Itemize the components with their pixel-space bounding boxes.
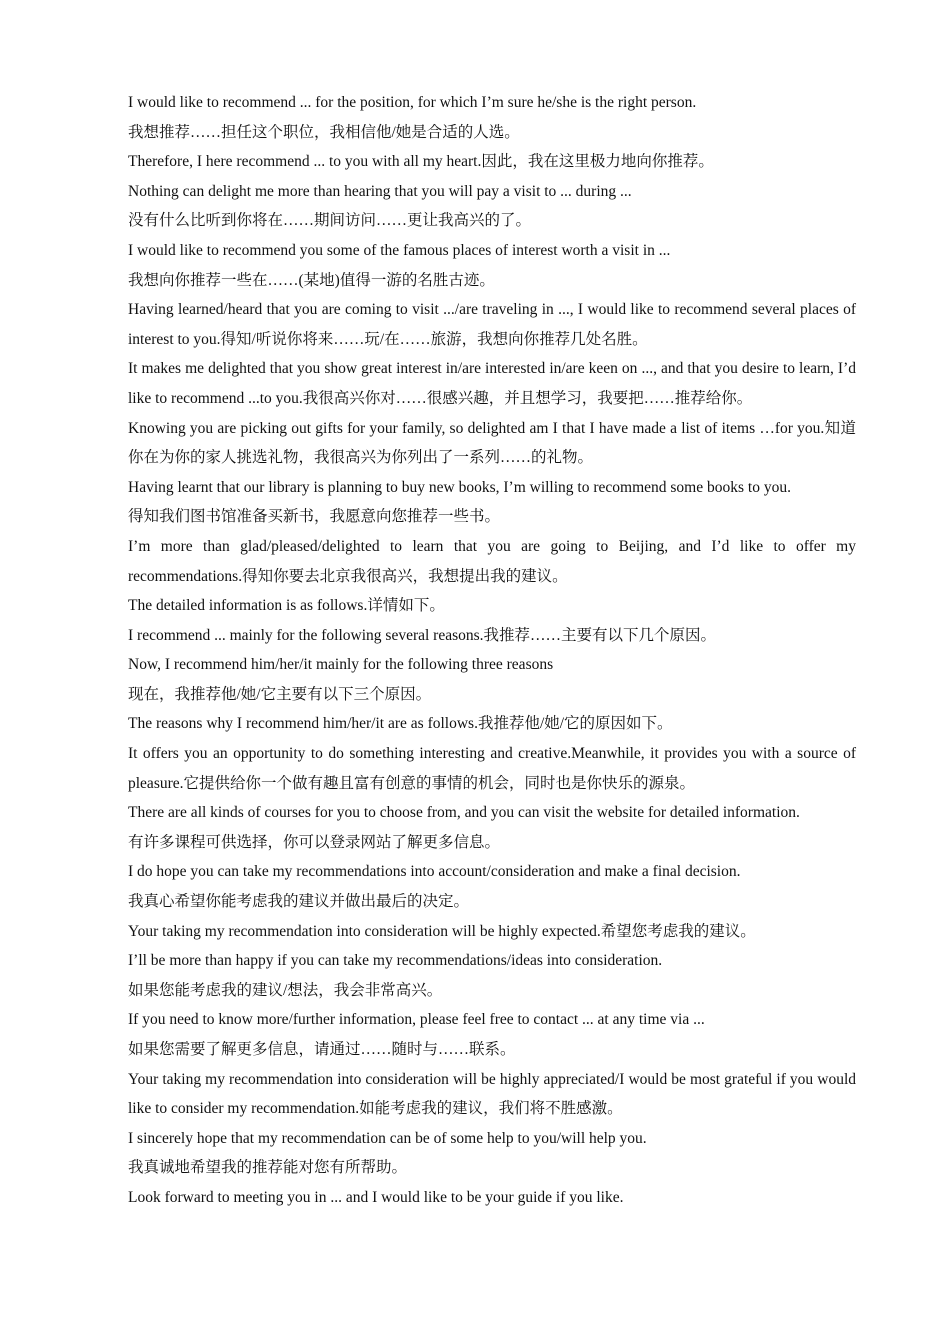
text-line: Nothing can delight me more than hearing that you will pay a visit to ... during ... xyxy=(128,182,632,200)
text-line: The detailed information is as follows.详情如下。 xyxy=(128,597,445,615)
text-line: I’ll be more than happy if you can take my recommendations/ideas into consideration. xyxy=(128,952,663,970)
text-line: 如果您需要了解更多信息，请通过……随时与……联系。 xyxy=(128,1041,516,1058)
text-line: 我想推荐……担任这个职位，我相信他/她是合适的人选。 xyxy=(128,123,520,141)
text-line: Your taking my recommendation into consideration will be highly expected.希望您考虑我的建议。 xyxy=(128,922,756,940)
text-line: Now, I recommend him/her/it mainly for the following three reasons xyxy=(128,656,554,674)
text-line: 有许多课程可供选择，你可以登录网站了解更多信息。 xyxy=(128,833,501,851)
text-line: 现在，我推荐他/她/它主要有以下三个原因。 xyxy=(128,685,432,703)
text-line: It makes me delighted that you show great interest in/are interested in/are keen on ..., and that you desire to learn, I’d like to recommend ...to you.我很高兴你对……很感兴趣，并且想学习，我要把……推荐给你。 xyxy=(128,360,856,407)
text-line: 如果您能考虑我的建议/想法，我会非常高兴。 xyxy=(128,981,443,999)
text-line: 我真心希望你能考虑我的建议并做出最后的决定。 xyxy=(128,893,470,911)
text-line: I would like to recommend ... for the position, for which I’m sure he/she is the right person. xyxy=(128,94,697,111)
text-line: Look forward to meeting you in ... and I would like to be your guide if you like. xyxy=(128,1188,624,1206)
text-line: I would like to recommend you some of the famous places of interest worth a visit in ... xyxy=(128,241,671,259)
text-line: If you need to know more/further information, please feel free to contact ... at any time via ... xyxy=(128,1011,705,1029)
text-line: It offers you an opportunity to do something interesting and creative.Meanwhile, it provides you with a source of pleasure.它提供给你一个做有趣且富有创意的事情的机会，同时也是你快乐的源泉。 xyxy=(128,745,856,792)
text-line: I’m more than glad/pleased/delighted to learn that you are going to Beijing, and I’d like to offer my recommendations.得知你要去北京我很高兴，我想提出我的建议。 xyxy=(128,537,856,585)
text-line: Your taking my recommendation into consideration will be highly appreciated/I would be most grateful if you would like to consider my recommendation.如能考虑我的建议，我们将不胜感激。 xyxy=(128,1070,856,1118)
text-line: I sincerely hope that my recommendation can be of some help to you/will help you. xyxy=(128,1129,647,1147)
document-page xyxy=(128,88,856,1213)
text-line: Having learned/heard that you are coming to visit .../are traveling in ..., I would like to recommend several places of interest to you.得知/听说你将来……玩/在……旅游，我想向你推荐几处名胜。 xyxy=(128,301,856,348)
text-line: 我想向你推荐一些在……(某地)值得一游的名胜古迹。 xyxy=(128,271,495,289)
text-line: I recommend ... mainly for the following several reasons.我推荐……主要有以下几个原因。 xyxy=(128,626,717,644)
text-line: Knowing you are picking out gifts for your family, so delighted am I that I have made a list of items …for you.知道你在为你的家人挑选礼物，我很高兴为你列出了一系列……的礼物。 xyxy=(128,419,856,467)
text-line: 没有什么比听到你将在……期间访问……更让我高兴的了。 xyxy=(128,212,532,230)
text-line: 得知我们图书馆准备买新书，我愿意向您推荐一些书。 xyxy=(128,508,501,526)
text-line: The reasons why I recommend him/her/it are as follows.我推荐他/她/它的原因如下。 xyxy=(128,715,673,733)
text-line: Therefore, I here recommend ... to you with all my heart.因此，我在这里极力地向你推荐。 xyxy=(128,153,714,171)
text-line: There are all kinds of courses for you to choose from, and you can visit the website for detailed information. xyxy=(128,804,800,822)
text-line: Having learnt that our library is planning to buy new books, I’m willing to recommend some books to you. xyxy=(128,478,791,496)
text-line: I do hope you can take my recommendations into account/consideration and make a final decision. xyxy=(128,863,741,881)
text-line: 我真诚地希望我的推荐能对您有所帮助。 xyxy=(128,1159,408,1177)
